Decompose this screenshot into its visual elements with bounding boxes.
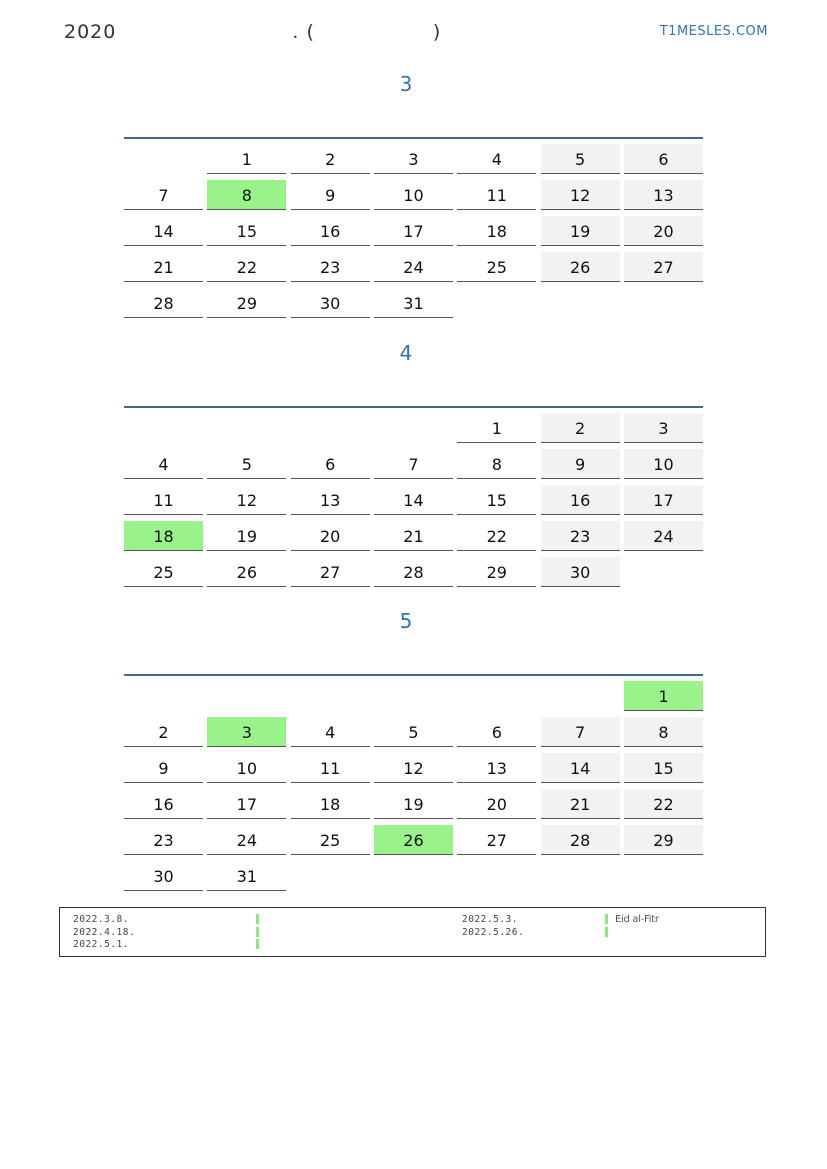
month-title-april: 4 — [399, 341, 413, 365]
month-title-may: 5 — [399, 609, 413, 633]
empty-day-cell — [624, 861, 703, 891]
weekend-day-cell: 13 — [624, 180, 703, 210]
day-cell: 25 — [291, 825, 370, 855]
empty-day-cell — [374, 861, 453, 891]
title-part-1: . ( — [292, 21, 315, 43]
weekend-day-cell: 20 — [624, 216, 703, 246]
day-cell: 2 — [291, 144, 370, 174]
day-cell: 22 — [457, 521, 536, 551]
legend-dates-left — [73, 914, 135, 952]
title-part-2: ) — [432, 21, 442, 43]
holiday-legend — [59, 907, 766, 957]
week-row — [124, 861, 703, 892]
weekend-day-cell: 19 — [541, 216, 620, 246]
week-row — [124, 180, 703, 211]
day-cell: 30 — [291, 288, 370, 318]
holiday-day-cell: 1 — [624, 681, 703, 711]
week-row — [124, 753, 703, 784]
weekend-day-cell: 6 — [624, 144, 703, 174]
day-cell: 9 — [124, 753, 203, 783]
day-cell: 11 — [291, 753, 370, 783]
empty-day-cell — [624, 557, 703, 587]
weekend-day-cell: 16 — [541, 485, 620, 515]
day-cell: 27 — [457, 825, 536, 855]
document-header — [64, 21, 441, 43]
day-cell: 4 — [291, 717, 370, 747]
weekend-day-cell: 26 — [541, 252, 620, 282]
empty-day-cell — [541, 681, 620, 711]
day-cell: 23 — [291, 252, 370, 282]
week-row — [124, 825, 703, 856]
holiday-color-marker — [256, 939, 259, 949]
weekend-day-cell: 7 — [541, 717, 620, 747]
empty-day-cell — [291, 413, 370, 443]
day-cell: 10 — [374, 180, 453, 210]
weekend-day-cell: 23 — [541, 521, 620, 551]
empty-day-cell — [124, 413, 203, 443]
empty-day-cell — [374, 413, 453, 443]
day-cell: 31 — [374, 288, 453, 318]
day-cell: 14 — [124, 216, 203, 246]
legend-markers-left — [256, 914, 259, 952]
empty-day-cell — [541, 288, 620, 318]
day-cell: 25 — [124, 557, 203, 587]
day-cell: 6 — [457, 717, 536, 747]
empty-day-cell — [207, 681, 286, 711]
weekend-day-cell: 29 — [624, 825, 703, 855]
day-cell: 27 — [291, 557, 370, 587]
day-cell: 5 — [374, 717, 453, 747]
day-cell: 22 — [207, 252, 286, 282]
weekend-day-cell: 30 — [541, 557, 620, 587]
week-row — [124, 789, 703, 820]
day-cell: 31 — [207, 861, 286, 891]
weekend-day-cell: 8 — [624, 717, 703, 747]
empty-day-cell — [624, 288, 703, 318]
day-cell: 20 — [457, 789, 536, 819]
day-cell: 18 — [457, 216, 536, 246]
day-cell: 18 — [291, 789, 370, 819]
day-cell: 19 — [207, 521, 286, 551]
day-cell: 16 — [124, 789, 203, 819]
day-cell: 11 — [457, 180, 536, 210]
legend-date: 2022.5.26. — [462, 926, 525, 938]
day-cell: 14 — [374, 485, 453, 515]
day-cell: 5 — [207, 449, 286, 479]
empty-day-cell — [291, 681, 370, 711]
empty-day-cell — [291, 861, 370, 891]
day-cell: 17 — [374, 216, 453, 246]
weekend-day-cell: 27 — [624, 252, 703, 282]
week-row — [124, 144, 703, 175]
day-cell: 19 — [374, 789, 453, 819]
day-cell: 8 — [457, 449, 536, 479]
weekend-day-cell: 24 — [624, 521, 703, 551]
day-cell: 25 — [457, 252, 536, 282]
holiday-day-cell: 3 — [207, 717, 286, 747]
week-row — [124, 557, 703, 588]
day-cell: 12 — [207, 485, 286, 515]
day-cell: 29 — [207, 288, 286, 318]
holiday-color-marker — [256, 914, 259, 924]
week-row — [124, 288, 703, 319]
holiday-day-cell: 18 — [124, 521, 203, 551]
legend-date: 2022.5.1. — [73, 939, 129, 950]
day-cell: 26 — [207, 557, 286, 587]
day-cell: 29 — [457, 557, 536, 587]
holiday-day-cell: 8 — [207, 180, 286, 210]
month-grid-march — [124, 137, 703, 319]
legend-date: 2022.3.8. — [73, 914, 129, 925]
month-grid-april — [124, 406, 703, 588]
weekend-day-cell: 5 — [541, 144, 620, 174]
holiday-day-cell: 26 — [374, 825, 453, 855]
day-cell: 13 — [457, 753, 536, 783]
month-title-march: 3 — [399, 72, 413, 96]
empty-day-cell — [541, 861, 620, 891]
day-cell: 15 — [457, 485, 536, 515]
legend-date: 2022.5.3. — [462, 914, 518, 925]
weekend-day-cell: 22 — [624, 789, 703, 819]
day-cell: 21 — [374, 521, 453, 551]
day-cell: 12 — [374, 753, 453, 783]
holiday-color-marker — [605, 914, 608, 924]
weekend-day-cell: 21 — [541, 789, 620, 819]
day-cell: 11 — [124, 485, 203, 515]
day-cell: 4 — [124, 449, 203, 479]
week-row — [124, 449, 703, 480]
day-cell: 23 — [124, 825, 203, 855]
empty-day-cell — [207, 413, 286, 443]
legend-markers-right — [605, 914, 608, 939]
week-row — [124, 485, 703, 516]
day-cell: 9 — [291, 180, 370, 210]
week-row — [124, 521, 703, 552]
weekend-day-cell: 10 — [624, 449, 703, 479]
day-cell: 20 — [291, 521, 370, 551]
day-cell: 3 — [374, 144, 453, 174]
weekend-day-cell: 12 — [541, 180, 620, 210]
weekend-day-cell: 15 — [624, 753, 703, 783]
weekend-day-cell: 2 — [541, 413, 620, 443]
week-row — [124, 252, 703, 283]
day-cell: 10 — [207, 753, 286, 783]
day-cell: 13 — [291, 485, 370, 515]
day-cell: 1 — [457, 413, 536, 443]
holiday-color-marker — [605, 927, 608, 937]
week-row — [124, 413, 703, 444]
weekend-day-cell: 3 — [624, 413, 703, 443]
legend-date: 2022.4.18. — [73, 926, 136, 938]
weekend-day-cell: 17 — [624, 485, 703, 515]
legend-holiday-name: Eid al-Fitr — [615, 914, 659, 925]
day-cell: 28 — [124, 288, 203, 318]
day-cell: 7 — [374, 449, 453, 479]
weekend-day-cell: 9 — [541, 449, 620, 479]
legend-dates-right — [462, 914, 524, 939]
day-cell: 7 — [124, 180, 203, 210]
day-cell: 24 — [207, 825, 286, 855]
day-cell: 6 — [291, 449, 370, 479]
day-cell: 4 — [457, 144, 536, 174]
weekend-day-cell: 28 — [541, 825, 620, 855]
empty-day-cell — [374, 681, 453, 711]
empty-day-cell — [124, 144, 203, 174]
day-cell: 21 — [124, 252, 203, 282]
week-row — [124, 216, 703, 247]
month-grid-may — [124, 674, 703, 892]
week-row — [124, 717, 703, 748]
day-cell: 15 — [207, 216, 286, 246]
site-link[interactable]: T1MESLES.COM — [659, 24, 768, 39]
empty-day-cell — [457, 681, 536, 711]
day-cell: 2 — [124, 717, 203, 747]
weekend-day-cell: 14 — [541, 753, 620, 783]
year-label: 2020 — [64, 21, 117, 43]
empty-day-cell — [457, 288, 536, 318]
day-cell: 28 — [374, 557, 453, 587]
day-cell: 30 — [124, 861, 203, 891]
day-cell: 17 — [207, 789, 286, 819]
week-row — [124, 681, 703, 712]
day-cell: 24 — [374, 252, 453, 282]
empty-day-cell — [124, 681, 203, 711]
empty-day-cell — [457, 861, 536, 891]
day-cell: 16 — [291, 216, 370, 246]
holiday-color-marker — [256, 927, 259, 937]
day-cell: 1 — [207, 144, 286, 174]
